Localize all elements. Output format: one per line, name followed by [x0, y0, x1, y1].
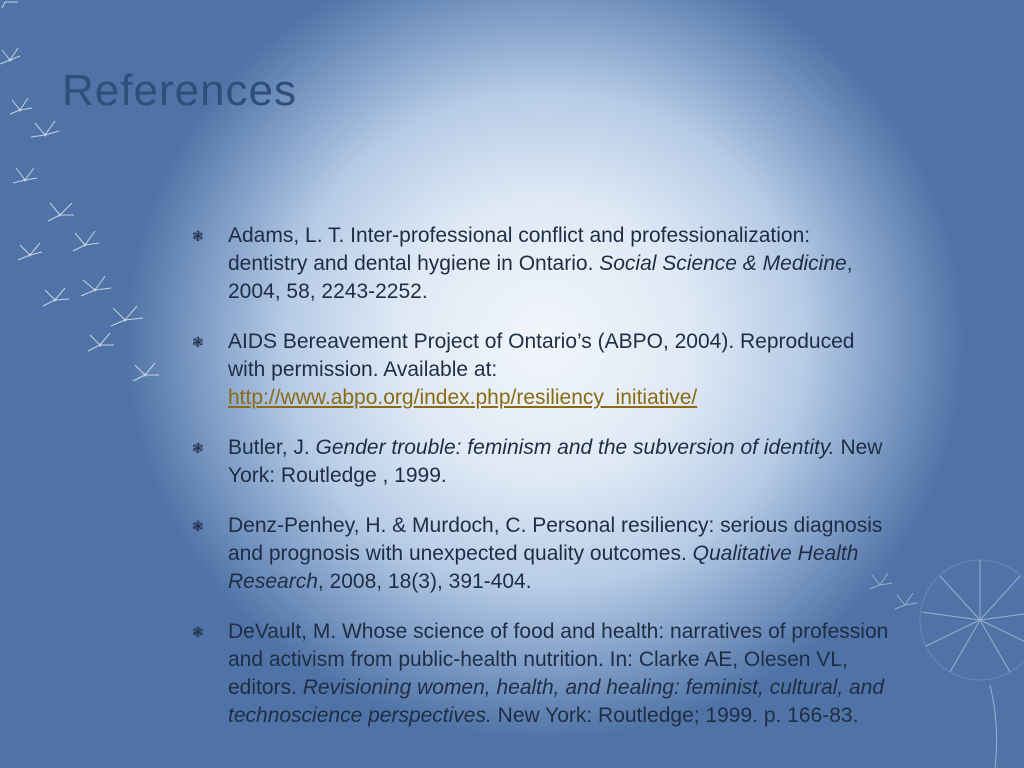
reference-link[interactable]: http://www.abpo.org/index.php/resiliency_initiative/ [228, 386, 698, 409]
slide-title: References [62, 66, 298, 115]
reference-text: DeVault, M. Whose science of food and health: narratives of profession and activism from public-health nutrition. In: Clarke AE, Olesen VL, editors. [228, 620, 889, 699]
flower-bullet-icon: ❃ [192, 334, 204, 350]
journal-title: Social Science & Medicine [599, 252, 847, 275]
reference-details: , 2008, 18(3), 391-404. [317, 570, 532, 593]
reference-details: , 2004, 58, 2243-2252. [228, 252, 853, 303]
flower-bullet-icon: ❃ [192, 518, 204, 534]
reference-details: New York: Routledge; 1999. p. 166-83. [491, 704, 859, 727]
journal-title: Qualitative Health Research [228, 542, 859, 593]
reference-details: New York: Routledge , 1999. [228, 436, 883, 487]
dandelion-seeds-decoration [0, 0, 180, 400]
reference-item [192, 618, 892, 730]
reference-item [192, 434, 892, 490]
reference-text: Denz-Penhey, H. & Murdoch, C. Personal resiliency: serious diagnosis and prognosis with unexpected quality outcomes. [228, 514, 883, 565]
flower-bullet-icon: ❃ [192, 440, 204, 456]
reference-text: Adams, L. T. Inter-professional conflict and professionalization: dentistry and dental hygiene in Ontario. [228, 224, 811, 275]
reference-text: Butler, J. [228, 436, 316, 459]
reference-text: AIDS Bereavement Project of Ontario’s (ABPO, 2004). Reproduced with permission. Available at: [228, 330, 855, 381]
flower-bullet-icon: ❃ [192, 228, 204, 244]
reference-item [192, 512, 892, 596]
book-title: Gender trouble: feminism and the subversion of identity. [315, 436, 835, 459]
flower-bullet-icon: ❃ [192, 624, 204, 640]
reference-item [192, 328, 892, 412]
book-title: Revisioning women, health, and healing: feminist, cultural, and technoscience perspectives. [228, 676, 885, 727]
reference-item [192, 222, 892, 306]
reference-list [192, 222, 892, 752]
